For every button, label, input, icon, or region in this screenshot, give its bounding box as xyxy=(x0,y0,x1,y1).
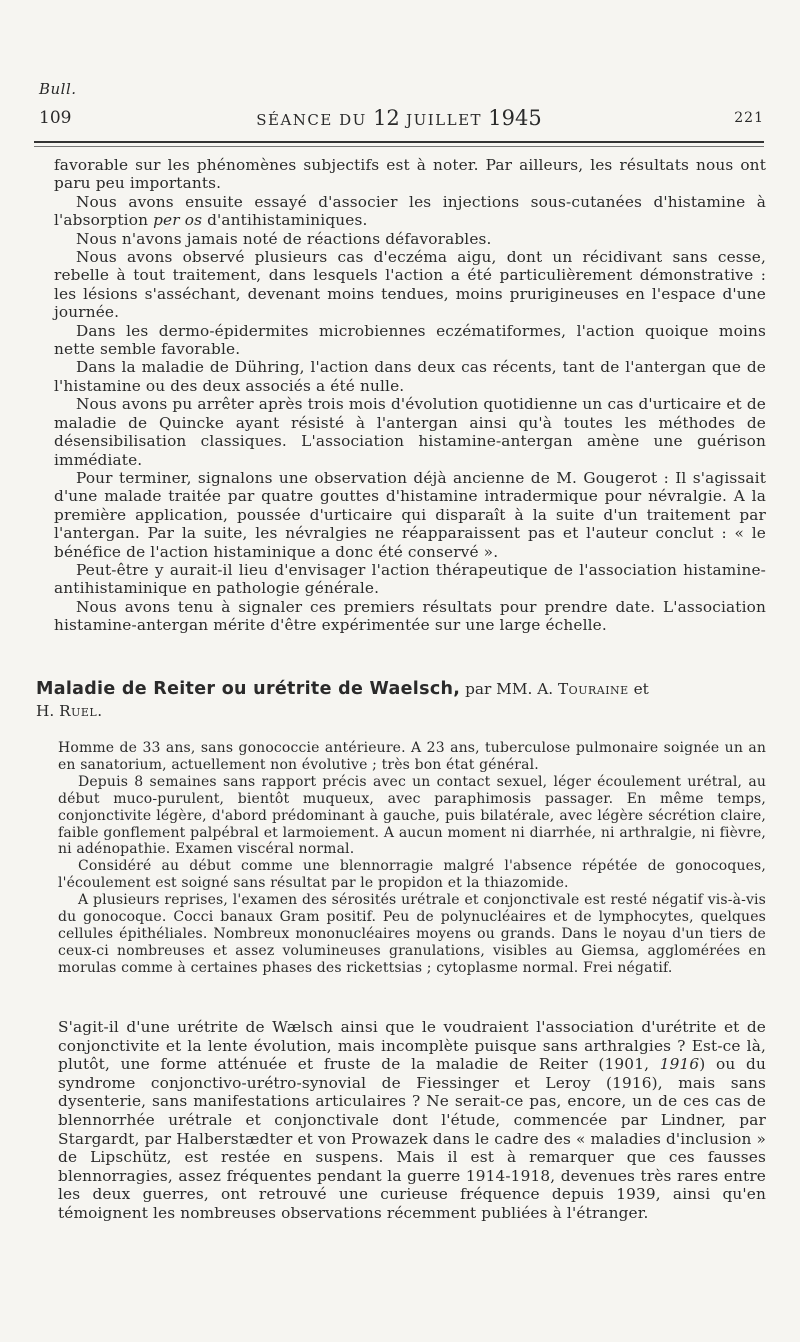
author-2-initial: H. xyxy=(36,702,60,720)
paragraph: Dans la maladie de Dühring, l'action dans deux cas récents, tant de l'antergan que de l'histamine ou des deux associés a été nulle. xyxy=(54,358,766,395)
discussion xyxy=(58,1018,766,1223)
bulletin-note: Bull. xyxy=(39,80,77,98)
running-title-mid: JUILLET xyxy=(399,111,489,129)
article-title xyxy=(36,678,766,722)
running-title-pre: SÉANCE DU xyxy=(256,111,374,129)
header-rule-thin xyxy=(34,146,764,147)
paragraph-italic: per os xyxy=(153,211,203,230)
paragraph-text: ) ou du syndrome conjonctivo-urétro-synovial de Fiessinger et Leroy (1916), mais sans dysenterie, sans manifestations articulaires ? Ne serait-ce pas, encore, un de ces cas de blennorrhée urétrale et conjonctivale dont l'étude, commencée par Lindner, par Stargardt, par Halberstædter et von Prowazek dans le cadre des « maladies d'inclusion » de Lipschütz, est restée en suspens. Mais il est à remarquer que ces fausses blennorragies, assez fréquentes pendant la guerre 1914-1918, devenues très rares entre les deux guerres, ont retrouvé une curieuse fréquence depuis 1939, ainsi qu'en témoignent les nombreuses observations récemment publiées à l'étranger. xyxy=(58,1055,766,1222)
paragraph: A plusieurs reprises, l'examen des sérosités urétrale et conjonctivale est resté négatif vis-à-vis du gonocoque. Cocci banaux Gram positif. Peu de polynucléaires et de lymphocytes, quelques cellules épithéliales. Nombreux mononucléaires moyens ou grands. Dans le noyau d'un tiers de ceux-ci nombreuses et assez volumineuses granulations, visibles au Giemsa, agglomérées en morulas comme à certaines phases des rickettsias ; cytoplasme normal. Frei négatif. xyxy=(58,892,766,976)
paragraph: Depuis 8 semaines sans rapport précis avec un contact sexuel, léger écoulement urétral, au début muco-purulent, bientôt muqueux, avec paraphimosis passager. En même temps, conjonctivite légère, d'abord prédominant à gauche, puis bilatérale, avec légère sécrétion claire, faible gonflement palpébral et larmoiement. A aucun moment ni diarrhée, ni arthralgie, ni fièvre, ni adénopathie. Examen viscéral normal. xyxy=(58,773,766,858)
header-rule xyxy=(34,141,764,143)
paragraph: Homme de 33 ans, sans gonococcie antérieure. A 23 ans, tuberculose pulmonaire soignée un an en sanatorium, actuellement non évolutive ; très bon état général. xyxy=(58,740,766,773)
paragraph: Pour terminer, signalons une observation déjà ancienne de M. Gougerot : Il s'agissait d'une malade traitée par quatre gouttes d'histamine intradermique pour névralgie. A la première application, poussée d'urticaire qui disparaît à la suite d'un traitement par l'antergan. Par la suite, les névralgies ne réapparaissent pas et l'auteur conclut : « le bénéfice de l'action histaminique a donc été conservé ». xyxy=(54,468,766,561)
article-title-bold: Maladie de Reiter ou urétrite de Waelsch, xyxy=(36,679,461,699)
paragraph-text: d'antihistaminiques. xyxy=(202,211,368,230)
running-title xyxy=(34,106,764,130)
paragraph: Nous n'avons jamais noté de réactions défavorables. xyxy=(76,229,492,248)
folio-left: 109 xyxy=(39,108,72,128)
running-title-day: 12 xyxy=(373,106,400,130)
running-head xyxy=(34,102,764,132)
paragraph-text: Nous avons ensuite essayé d'associer les injections sous-cutanées d'histamine à l'absorption xyxy=(54,192,766,230)
paragraph xyxy=(58,1018,766,1223)
paragraph: Dans les dermo-épidermites microbiennes eczématiformes, l'action quoique moins nette semble favorable. xyxy=(54,321,766,359)
article-title-et: et xyxy=(628,680,649,698)
paragraph: Nous avons tenu à signaler ces premiers résultats pour prendre date. L'association histamine-antergan mérite d'être expérimentée sur une large échelle. xyxy=(54,597,766,635)
author-2: Ruel xyxy=(59,702,98,720)
paragraph: favorable sur les phénomènes subjectifs est à noter. Par ailleurs, les résultats nous ont paru peu importants. xyxy=(54,156,766,193)
article-title-by: par MM. A. xyxy=(460,680,558,698)
article-title-end: . xyxy=(97,702,103,720)
running-title-year: 1945 xyxy=(488,106,542,130)
folio-right: 221 xyxy=(734,110,764,126)
paragraph: Nous avons pu arrêter après trois mois d'évolution quotidienne un cas d'urticaire et de maladie de Quincke ayant résisté à l'antergan ainsi qu'à toutes les méthodes de désensibilisation classiques. L'association histamine-antergan amène une guérison immédiate. xyxy=(54,395,766,469)
case-report xyxy=(58,740,766,977)
paragraph: Considéré au début comme une blennorragie malgré l'absence répétée de gonocoques, l'écoulement est soigné sans résultat par le propidon et la thiazomide. xyxy=(58,858,766,892)
paragraph: Nous avons observé plusieurs cas d'eczéma aigu, dont un récidivant sans cesse, rebelle à tout traitement, dans lesquels l'action a été particulièrement démonstrative : les lésions s'asséchant, devenant moins tendues, moins prurigineuses en l'espace d'une journée. xyxy=(54,248,766,322)
paragraph-italic: 1916 xyxy=(659,1055,700,1074)
previous-article-text xyxy=(54,156,766,635)
paragraph xyxy=(54,193,766,230)
author-1: Touraine xyxy=(557,680,629,698)
paragraph: Peut-être y aurait-il lieu d'envisager l'action thérapeutique de l'association histamine-antihistaminique en pathologie générale. xyxy=(54,560,766,598)
paragraph-text: S'agit-il d'une urétrite de Wælsch ainsi que le voudraient l'association d'urétrite et de conjonctivite et la lente évolution, mais incomplète puisque sans arthralgies ? Est-ce là, plutôt, une forme atténuée et fruste de la maladie de Reiter (1901, xyxy=(58,1018,766,1074)
